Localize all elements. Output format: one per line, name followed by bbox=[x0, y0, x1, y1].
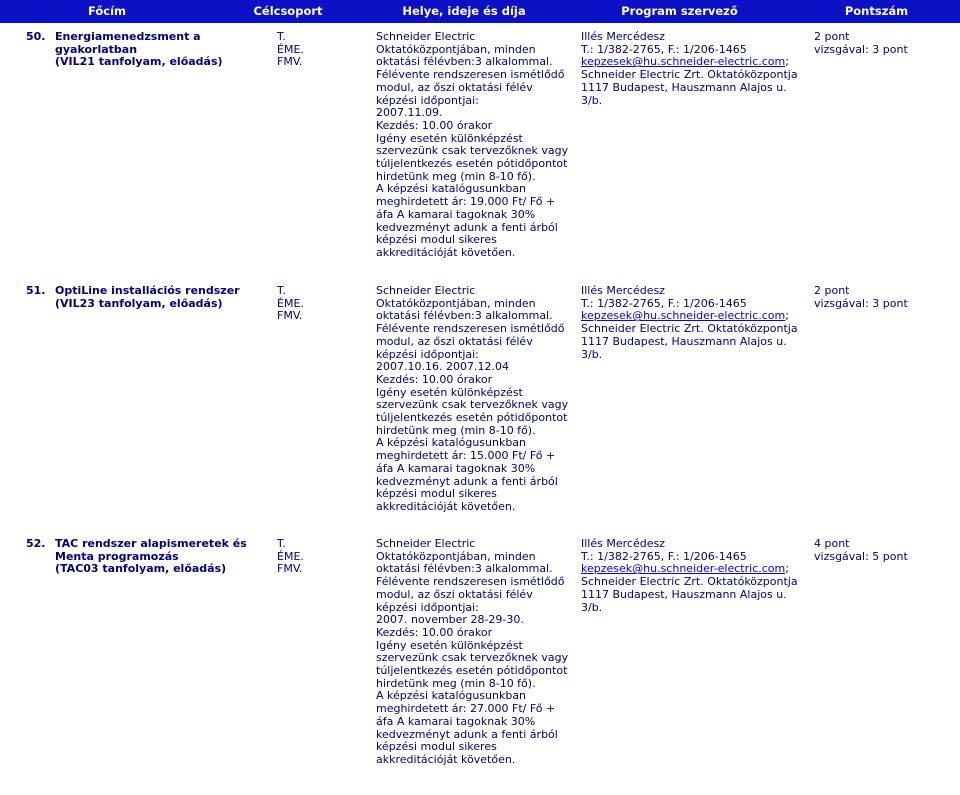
email-separator: ; bbox=[785, 55, 789, 69]
description-line: modul, az őszi oktatási félév bbox=[376, 587, 533, 601]
description-line: Kezdés: 10.00 órakor bbox=[376, 372, 493, 386]
target-group-line: ÉME. bbox=[277, 296, 304, 310]
description-line: 2007. november 28-29-30. bbox=[376, 613, 524, 627]
description-line: Igény esetén különképzést bbox=[376, 131, 523, 145]
description-line: képzési modul sikeres bbox=[376, 233, 497, 247]
description-line: Félévente rendszeresen ismétlődő bbox=[376, 575, 565, 589]
entry-target-group bbox=[277, 285, 304, 323]
description-line: oktatási félévben:3 alkalommal. bbox=[376, 562, 553, 576]
description-line: oktatási félévben:3 alkalommal. bbox=[376, 309, 553, 323]
entry-number: 51. bbox=[26, 284, 46, 297]
entry-description bbox=[376, 285, 568, 514]
entry-organizer bbox=[581, 31, 798, 107]
description-line: Schneider Electric bbox=[376, 284, 476, 297]
description-line: képzési modul sikeres bbox=[376, 740, 497, 754]
points-line: vizsgával: 3 pont bbox=[814, 296, 908, 310]
description-line: oktatási félévben:3 alkalommal. bbox=[376, 55, 553, 69]
points-line: 2 pont bbox=[814, 30, 850, 43]
title-line: (VIL23 tanfolyam, előadás) bbox=[55, 296, 223, 310]
title-line: TAC rendszer alapismeretek és bbox=[55, 537, 247, 550]
description-line: akkreditációját követően. bbox=[376, 245, 516, 259]
description-line: áfa A kamarai tagoknak 30% bbox=[376, 207, 536, 221]
description-line: meghirdetett ár: 15.000 Ft/ Fő + bbox=[376, 449, 556, 463]
target-group-line: T. bbox=[277, 284, 286, 297]
entry-target-group bbox=[277, 31, 304, 69]
organizer-email-link[interactable]: kepzesek@hu.schneider-electric.com bbox=[581, 55, 786, 69]
description-line: Oktatóközpontjában, minden bbox=[376, 42, 536, 56]
points-line: vizsgával: 5 pont bbox=[814, 549, 908, 563]
description-line: túljelentkezés esetén pótidőpontot bbox=[376, 157, 568, 171]
description-line: hirdetünk meg (min 8-10 fő). bbox=[376, 169, 536, 183]
description-line: szervezünk csak tervezőknek vagy bbox=[376, 398, 569, 412]
description-line: A képzési katalógusunkban bbox=[376, 436, 527, 450]
header-pontszam: Pontszám bbox=[844, 4, 909, 19]
entry-title bbox=[55, 538, 247, 576]
description-line: akkreditációját követően. bbox=[376, 752, 516, 766]
description-line: Oktatóközpontjában, minden bbox=[376, 549, 536, 563]
description-line: hirdetünk meg (min 8-10 fő). bbox=[376, 423, 536, 437]
entry-points bbox=[814, 285, 908, 310]
description-line: szervezünk csak tervezőknek vagy bbox=[376, 651, 569, 665]
organizer-org: Schneider Electric Zrt. Oktatóközpontja bbox=[581, 68, 798, 82]
entry-points bbox=[814, 31, 908, 56]
entry-description bbox=[376, 538, 568, 767]
organizer-address: 1117 Budapest, Hauszmann Alajos u. bbox=[581, 587, 787, 601]
description-line: szervezünk csak tervezőknek vagy bbox=[376, 144, 569, 158]
description-line: képzési modul sikeres bbox=[376, 487, 497, 501]
description-line: Igény esetén különképzést bbox=[376, 385, 523, 399]
target-group-line: T. bbox=[277, 30, 286, 43]
title-line: (TAC03 tanfolyam, előadás) bbox=[55, 562, 227, 576]
entry-target-group bbox=[277, 538, 304, 576]
description-line: túljelentkezés esetén pótidőpontot bbox=[376, 411, 568, 425]
email-separator: ; bbox=[785, 309, 789, 323]
description-line: kedvezményt adunk a fenti árból bbox=[376, 220, 558, 234]
entry-organizer bbox=[581, 538, 798, 614]
entry-organizer bbox=[581, 285, 798, 361]
entry-title bbox=[55, 31, 223, 69]
target-group-line: FMV. bbox=[277, 309, 303, 323]
target-group-line: T. bbox=[277, 537, 286, 550]
description-line: Schneider Electric bbox=[376, 537, 476, 550]
description-line: Félévente rendszeresen ismétlődő bbox=[376, 322, 565, 336]
organizer-address: 1117 Budapest, Hauszmann Alajos u. bbox=[581, 80, 787, 94]
organizer-name: Illés Mercédesz bbox=[581, 537, 665, 550]
description-line: 2007.11.09. bbox=[376, 106, 443, 120]
description-line: 2007.10.16. 2007.12.04 bbox=[376, 360, 509, 374]
description-line: képzési időpontjai: bbox=[376, 347, 479, 361]
description-line: Kezdés: 10.00 órakor bbox=[376, 118, 493, 132]
column-header-bar bbox=[0, 0, 960, 23]
entry-points bbox=[814, 538, 908, 563]
title-line: OptiLine installációs rendszer bbox=[55, 284, 240, 297]
description-line: kedvezményt adunk a fenti árból bbox=[376, 727, 558, 741]
organizer-org: Schneider Electric Zrt. Oktatóközpontja bbox=[581, 575, 798, 589]
description-line: hirdetünk meg (min 8-10 fő). bbox=[376, 676, 536, 690]
description-line: modul, az őszi oktatási félév bbox=[376, 334, 533, 348]
description-line: Schneider Electric bbox=[376, 30, 476, 43]
points-line: 4 pont bbox=[814, 537, 850, 550]
entry-title bbox=[55, 285, 240, 310]
title-line: (VIL21 tanfolyam, előadás) bbox=[55, 55, 223, 69]
organizer-org: Schneider Electric Zrt. Oktatóközpontja bbox=[581, 322, 798, 336]
header-celcsoport: Célcsoport bbox=[253, 4, 323, 19]
description-line: Oktatóközpontjában, minden bbox=[376, 296, 536, 310]
points-line: 2 pont bbox=[814, 284, 850, 297]
description-line: túljelentkezés esetén pótidőpontot bbox=[376, 664, 568, 678]
organizer-address: 1117 Budapest, Hauszmann Alajos u. bbox=[581, 334, 787, 348]
organizer-name: Illés Mercédesz bbox=[581, 284, 665, 297]
header-focim: Főcím bbox=[87, 4, 127, 19]
organizer-phone: T.: 1/382-2765, F.: 1/206-1465 bbox=[581, 42, 747, 56]
description-line: akkreditációját követően. bbox=[376, 499, 516, 513]
title-line: Menta programozás bbox=[55, 549, 179, 563]
organizer-address: 3/b. bbox=[581, 93, 603, 107]
description-line: A képzési katalógusunkban bbox=[376, 182, 527, 196]
description-line: áfa A kamarai tagoknak 30% bbox=[376, 714, 536, 728]
description-line: meghirdetett ár: 27.000 Ft/ Fő + bbox=[376, 702, 556, 716]
organizer-phone: T.: 1/382-2765, F.: 1/206-1465 bbox=[581, 296, 747, 310]
description-line: áfa A kamarai tagoknak 30% bbox=[376, 461, 536, 475]
target-group-line: FMV. bbox=[277, 562, 303, 576]
description-line: A képzési katalógusunkban bbox=[376, 689, 527, 703]
organizer-phone: T.: 1/382-2765, F.: 1/206-1465 bbox=[581, 549, 747, 563]
organizer-email-link[interactable]: kepzesek@hu.schneider-electric.com bbox=[581, 309, 786, 323]
description-line: kedvezményt adunk a fenti árból bbox=[376, 474, 558, 488]
description-line: Félévente rendszeresen ismétlődő bbox=[376, 68, 565, 82]
description-line: képzési időpontjai: bbox=[376, 93, 479, 107]
organizer-address: 3/b. bbox=[581, 600, 603, 614]
email-separator: ; bbox=[785, 562, 789, 576]
title-line: gyakorlatban bbox=[55, 42, 138, 56]
description-line: meghirdetett ár: 19.000 Ft/ Fő + bbox=[376, 195, 556, 209]
entry-description bbox=[376, 31, 568, 260]
entry-number: 50. bbox=[26, 30, 46, 43]
entry-number: 52. bbox=[26, 537, 46, 550]
organizer-address: 3/b. bbox=[581, 347, 603, 361]
description-line: modul, az őszi oktatási félév bbox=[376, 80, 533, 94]
header-program-szervezo: Program szervező bbox=[621, 4, 738, 19]
target-group-line: FMV. bbox=[277, 55, 303, 69]
description-line: Igény esetén különképzést bbox=[376, 638, 523, 652]
title-line: Energiamenedzsment a bbox=[55, 30, 201, 43]
organizer-name: Illés Mercédesz bbox=[581, 30, 665, 43]
target-group-line: ÉME. bbox=[277, 549, 304, 563]
target-group-line: ÉME. bbox=[277, 42, 304, 56]
organizer-email-link[interactable]: kepzesek@hu.schneider-electric.com bbox=[581, 562, 786, 576]
points-line: vizsgával: 3 pont bbox=[814, 42, 908, 56]
header-helye-ideje-dija: Helye, ideje és díja bbox=[402, 4, 526, 19]
description-line: képzési időpontjai: bbox=[376, 600, 479, 614]
description-line: Kezdés: 10.00 órakor bbox=[376, 625, 493, 639]
